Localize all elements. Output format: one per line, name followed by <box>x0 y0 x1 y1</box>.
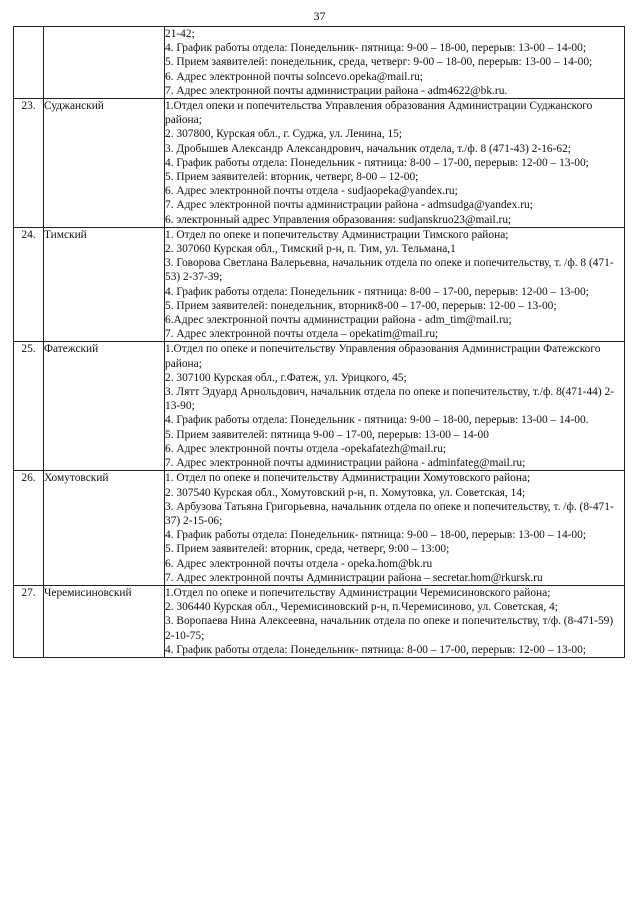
detail-line: 1.Отдел по опеке и попечительству Управления образования Администрации Фатежского района; <box>165 343 601 370</box>
detail-line: 4. График работы отдела: Понедельник - пятница: 8-00 – 17-00, перерыв: 12-00 – 13-00; <box>165 285 589 298</box>
detail-line: 4. График работы отдела: Понедельник - пятница: 9-00 – 18-00, перерыв: 13-00 – 14-00. <box>165 414 589 427</box>
page-number: 37 <box>313 9 326 23</box>
detail-line: 1.Отдел опеки и попечительства Управления образования Администрации Суджанского района; <box>165 100 593 127</box>
detail-line: 21-42; <box>165 28 195 40</box>
table-row <box>14 27 625 99</box>
table-row <box>14 585 625 657</box>
detail-line: 6.Адрес электронной почты администрации района - adm_tim@mail.ru; <box>165 314 512 327</box>
detail-line: 6. электронный адрес Управления образования: sudjanskruo23@mail.ru; <box>165 213 512 226</box>
detail-line: 3. Лятт Эдуард Арнольдович, начальник отдела по опеке и попечительству, т./ф. 8(471-44) 2-13-90; <box>165 386 614 413</box>
detail-line: 3. Дробышев Александр Александрович, начальник отдела, т./ф. 8 (471-43) 2-16-62; <box>165 142 571 155</box>
detail-line: 6. Адрес электронной почты отдела - opeka.hom@bk.ru <box>165 557 433 570</box>
detail-line: 4. График работы отдела: Понедельник - пятница: 8-00 – 17-00, перерыв: 12-00 – 13-00; <box>165 156 589 169</box>
contacts-table <box>13 26 625 658</box>
department-details <box>165 471 625 586</box>
detail-line: 2. 307540 Курская обл., Хомутовский р-н, п. Хомутовка, ул. Советская, 14; <box>165 486 526 499</box>
detail-line: 6. Адрес электронной почты solncevo.opeka@mail.ru; <box>165 70 423 83</box>
detail-line: 4. График работы отдела: Понедельник- пятница: 9-00 – 18-00, перерыв: 13-00 – 14-00; <box>165 42 586 55</box>
detail-line: 5. Прием заявителей: понедельник, среда, четверг: 9-00 – 18-00, перерыв: 13-00 – 14-00; <box>165 56 593 69</box>
detail-line: 5. Прием заявителей: вторник, среда, четверг, 9:00 – 13:00; <box>165 543 450 556</box>
table-row <box>14 342 625 471</box>
department-details <box>165 27 625 99</box>
detail-line: 4. График работы отдела: Понедельник- пятница: 9-00 – 18-00, перерыв: 13-00 – 14-00; <box>165 529 586 542</box>
department-details <box>165 585 625 657</box>
department-details <box>165 342 625 471</box>
district-name: Черемисиновский <box>44 585 165 657</box>
row-number <box>14 27 44 99</box>
detail-line: 1. Отдел по опеке и попечительству Администрации Тимского района; <box>165 228 509 241</box>
row-number: 27. <box>14 585 44 657</box>
district-name: Фатежский <box>44 342 165 471</box>
row-number: 23. <box>14 99 44 228</box>
table-row <box>14 99 625 228</box>
table-body <box>14 27 625 658</box>
district-name: Суджанский <box>44 99 165 228</box>
detail-line: 2. 307800, Курская обл., г. Суджа, ул. Ленина, 15; <box>165 128 403 141</box>
detail-line: 7. Адрес электронной почты администрации района - admsudga@yandex.ru; <box>165 199 533 212</box>
row-number: 24. <box>14 227 44 342</box>
detail-line: 3. Арбузова Татьяна Григорьевна, начальник отдела по опеке и попечительству, т. /ф. (8-471-37) 2-15-06; <box>165 500 614 527</box>
detail-line: 7. Адрес электронной почты администрации района - adm4622@bk.ru. <box>165 84 508 97</box>
row-number: 26. <box>14 471 44 586</box>
department-details <box>165 227 625 342</box>
detail-line: 3. Говорова Светлана Валерьевна, начальник отдела по опеке и попечительству, т. /ф. 8 (471-53) 2-37-39; <box>165 257 614 284</box>
detail-line: 7. Адрес электронной почты Администрации района – secretar.hom@rkursk.ru <box>165 571 543 584</box>
detail-line: 5. Прием заявителей: вторник, четверг, 8-00 – 12-00; <box>165 171 419 184</box>
district-name: Тимский <box>44 227 165 342</box>
detail-line: 7. Адрес электронной почты администрации района - adminfateg@mail.ru; <box>165 457 526 470</box>
detail-line: 2. 307100 Курская обл., г.Фатеж, ул. Урицкого, 45; <box>165 371 407 384</box>
detail-line: 5. Прием заявителей: понедельник, вторник8-00 – 17-00, перерыв: 12-00 – 13-00; <box>165 299 557 312</box>
detail-line: 2. 306440 Курская обл., Черемисиновский р-н, п.Черемисиново, ул. Советская, 4; <box>165 601 558 614</box>
district-name <box>44 27 165 99</box>
detail-line: 7. Адрес электронной почты отдела – opekatim@mail.ru; <box>165 328 439 341</box>
table-row <box>14 471 625 586</box>
district-name: Хомутовский <box>44 471 165 586</box>
detail-line: 1.Отдел по опеке и попечительству Администрации Черемисиновского района; <box>165 586 551 599</box>
table-row <box>14 227 625 342</box>
detail-line: 1. Отдел по опеке и попечительству Администрации Хомутовского района; <box>165 472 531 485</box>
detail-line: 4. График работы отдела: Понедельник- пятница: 8-00 – 17-00, перерыв: 12-00 – 13-00; <box>165 643 586 656</box>
detail-line: 6. Адрес электронной почты отдела - sudjaopeka@yandex.ru; <box>165 185 458 198</box>
detail-line: 6. Адрес электронной почты отдела -opekafatezh@mail.ru; <box>165 442 447 455</box>
row-number: 25. <box>14 342 44 471</box>
detail-line: 2. 307060 Курская обл., Тимский р-н, п. Тим, ул. Тельмана,1 <box>165 243 456 256</box>
detail-line: 5. Прием заявителей: пятница 9-00 – 17-00, перерыв: 13-00 – 14-00 <box>165 428 489 441</box>
detail-line: 3. Воропаева Нина Алексеевна, начальник отдела по опеке и попечительству, т/ф. (8-471-59) 2-10-75; <box>165 615 614 642</box>
department-details <box>165 99 625 228</box>
